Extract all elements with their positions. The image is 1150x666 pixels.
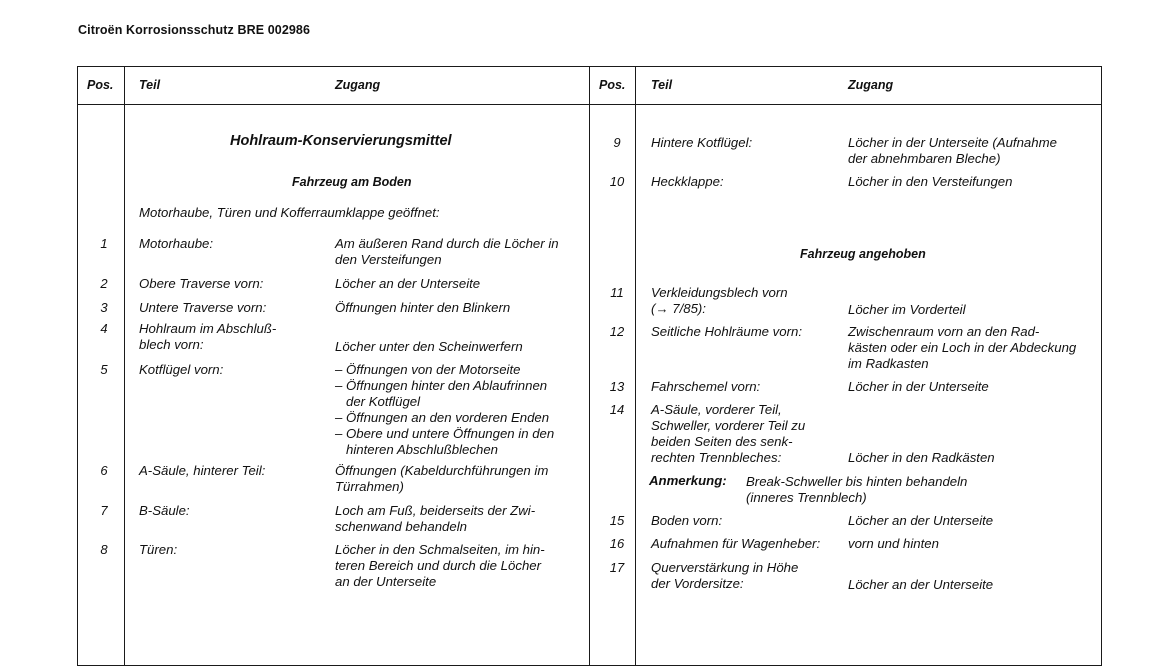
zugang-line: – Öffnungen von der Motorseite xyxy=(335,362,521,377)
row-pos-number: 9 xyxy=(613,135,621,150)
row-zugang xyxy=(848,577,993,593)
header-rule-right xyxy=(589,104,1102,105)
section-heading: Hohlraum-Konservierungsmittel xyxy=(230,133,452,149)
header-teil-left: Teil xyxy=(139,78,161,92)
teil-line: Aufnahmen für Wagenheber: xyxy=(651,536,821,551)
row-pos-number: 15 xyxy=(609,513,625,528)
zugang-line: – Öffnungen hinter den Ablaufrinnen xyxy=(335,378,548,393)
row-zugang xyxy=(335,276,480,292)
zugang-line: Löcher in der Unterseite xyxy=(848,379,989,394)
zugang-line: vorn und hinten xyxy=(848,536,939,551)
row-pos-number: 5 xyxy=(100,362,108,377)
zugang-line: Zwischenraum vorn an den Rad- xyxy=(848,324,1040,339)
zugang-line: Öffnungen hinter den Blinkern xyxy=(335,300,511,315)
row-pos-number: 14 xyxy=(609,402,625,417)
row-teil xyxy=(139,300,266,316)
header-pos-left: Pos. xyxy=(87,78,114,92)
row-pos-number: 1 xyxy=(100,236,108,251)
row-zugang xyxy=(848,174,1012,190)
row-zugang xyxy=(335,542,545,590)
row-pos-number: 13 xyxy=(609,379,625,394)
zugang-line: der abnehmbaren Bleche) xyxy=(848,151,1001,166)
zugang-line: Am äußeren Rand durch die Löcher in xyxy=(335,236,559,251)
teil-line: Hohlraum im Abschluß- xyxy=(139,321,277,336)
zugang-line: den Versteifungen xyxy=(335,252,442,267)
note-label: Anmerkung: xyxy=(649,473,727,488)
row-teil xyxy=(139,236,213,252)
row-teil xyxy=(651,379,760,395)
teil-line: der Vordersitze: xyxy=(651,576,744,591)
zugang-line: – Obere und untere Öffnungen in den xyxy=(335,426,555,441)
teil-line: A-Säule, hinterer Teil: xyxy=(139,463,266,478)
row-pos-number: 17 xyxy=(609,560,625,575)
row-pos-number: 16 xyxy=(609,536,625,551)
header-zugang-left: Zugang xyxy=(335,78,381,92)
row-zugang xyxy=(335,300,510,316)
row-pos-number: 4 xyxy=(100,321,108,336)
teil-line: Motorhaube: xyxy=(139,236,214,251)
teil-line: A-Säule, vorderer Teil, xyxy=(651,402,782,417)
row-pos-number: 10 xyxy=(609,174,625,189)
row-pos-number: 3 xyxy=(100,300,108,315)
zugang-line: teren Bereich und durch die Löcher xyxy=(335,558,542,573)
zugang-line: Löcher an der Unterseite xyxy=(335,276,481,291)
teil-line: beiden Seiten des senk- xyxy=(651,434,793,449)
row-teil xyxy=(139,503,190,519)
row-teil xyxy=(139,463,265,479)
row-zugang xyxy=(848,324,1076,372)
row-zugang xyxy=(848,379,989,395)
row-teil xyxy=(139,362,223,378)
row-teil xyxy=(139,276,263,292)
zugang-line: im Radkasten xyxy=(848,356,929,371)
teil-line: blech vorn: xyxy=(139,337,204,352)
zugang-line: der Kotflügel xyxy=(335,394,421,409)
zugang-line: Loch am Fuß, beiderseits der Zwi- xyxy=(335,503,536,518)
teil-line: B-Säule: xyxy=(139,503,190,518)
row-zugang xyxy=(848,135,1057,167)
teil-line: Seitliche Hohlräume vorn: xyxy=(651,324,802,339)
zugang-line: Löcher im Vorderteil xyxy=(848,302,966,317)
subheading-vehicle-on-ground: Fahrzeug am Boden xyxy=(292,175,412,189)
row-zugang xyxy=(335,339,523,355)
header-zugang-right: Zugang xyxy=(848,78,894,92)
teil-line: Hintere Kotflügel: xyxy=(651,135,753,150)
row-zugang xyxy=(335,236,559,268)
note-text xyxy=(746,474,967,506)
row-pos-number: 6 xyxy=(100,463,108,478)
zugang-line: Türrahmen) xyxy=(335,479,404,494)
teil-line: (→ 7/85): xyxy=(651,301,706,316)
zugang-line: Löcher in den Radkästen xyxy=(848,450,995,465)
teil-line: Fahrschemel vorn: xyxy=(651,379,761,394)
row-teil xyxy=(651,402,805,466)
row-zugang xyxy=(335,463,548,495)
teil-line: Kotflügel vorn: xyxy=(139,362,224,377)
row-pos-number: 8 xyxy=(100,542,108,557)
row-teil xyxy=(651,513,722,529)
teil-line: Heckklappe: xyxy=(651,174,724,189)
row-zugang xyxy=(848,302,966,318)
note-line: (inneres Trennblech) xyxy=(746,490,867,505)
header-rule-left xyxy=(77,104,589,105)
zugang-line: Löcher in den Versteifungen xyxy=(848,174,1013,189)
row-pos-number: 12 xyxy=(609,324,625,339)
teil-line: Untere Traverse vorn: xyxy=(139,300,267,315)
teil-line: Verkleidungsblech vorn xyxy=(651,285,788,300)
row-teil xyxy=(651,560,798,592)
row-zugang xyxy=(848,450,995,466)
zugang-line: Löcher unter den Scheinwerfern xyxy=(335,339,523,354)
row-zugang xyxy=(848,513,993,529)
row-zugang xyxy=(335,503,535,535)
zugang-line: schenwand behandeln xyxy=(335,519,467,534)
row-zugang xyxy=(335,362,554,458)
header-pos-right: Pos. xyxy=(599,78,626,92)
teil-line: Querverstärkung in Höhe xyxy=(651,560,799,575)
row-zugang xyxy=(848,536,939,552)
row-teil xyxy=(651,285,788,317)
teil-line: Türen: xyxy=(139,542,178,557)
row-teil xyxy=(651,135,752,151)
teil-line: Schweller, vorderer Teil zu xyxy=(651,418,806,433)
header-teil-right: Teil xyxy=(651,78,673,92)
row-pos-number: 2 xyxy=(100,276,108,291)
row-teil xyxy=(139,542,177,558)
subheading-vehicle-raised: Fahrzeug angehoben xyxy=(800,247,926,261)
row-teil xyxy=(651,174,724,190)
row-pos-number: 11 xyxy=(610,285,624,300)
divider-right-pos xyxy=(635,66,636,666)
row-teil xyxy=(651,536,820,552)
row-teil xyxy=(139,321,276,353)
teil-line: Boden vorn: xyxy=(651,513,723,528)
divider-center xyxy=(589,66,590,666)
row-teil xyxy=(651,324,802,340)
zugang-line: kästen oder ein Loch in der Abdeckung xyxy=(848,340,1077,355)
zugang-line: – Öffnungen an den vorderen Enden xyxy=(335,410,550,425)
zugang-line: an der Unterseite xyxy=(335,574,437,589)
zugang-line: hinteren Abschlußblechen xyxy=(335,442,498,457)
zugang-line: Löcher in der Unterseite (Aufnahme xyxy=(848,135,1057,150)
note-line: Break-Schweller bis hinten behandeln xyxy=(746,474,968,489)
zugang-line: Löcher in den Schmalseiten, im hin- xyxy=(335,542,545,557)
row-pos-number: 7 xyxy=(100,503,108,518)
zugang-line: Öffnungen (Kabeldurchführungen im xyxy=(335,463,549,478)
zugang-line: Löcher an der Unterseite xyxy=(848,513,994,528)
teil-line: rechten Trennbleches: xyxy=(651,450,782,465)
teil-line: Obere Traverse vorn: xyxy=(139,276,264,291)
zugang-line: Löcher an der Unterseite xyxy=(848,577,994,592)
intro-text: Motorhaube, Türen und Kofferraumklappe geöffnet: xyxy=(139,205,440,220)
document-title: Citroën Korrosionsschutz BRE 002986 xyxy=(78,23,311,37)
divider-left-pos xyxy=(124,66,125,666)
